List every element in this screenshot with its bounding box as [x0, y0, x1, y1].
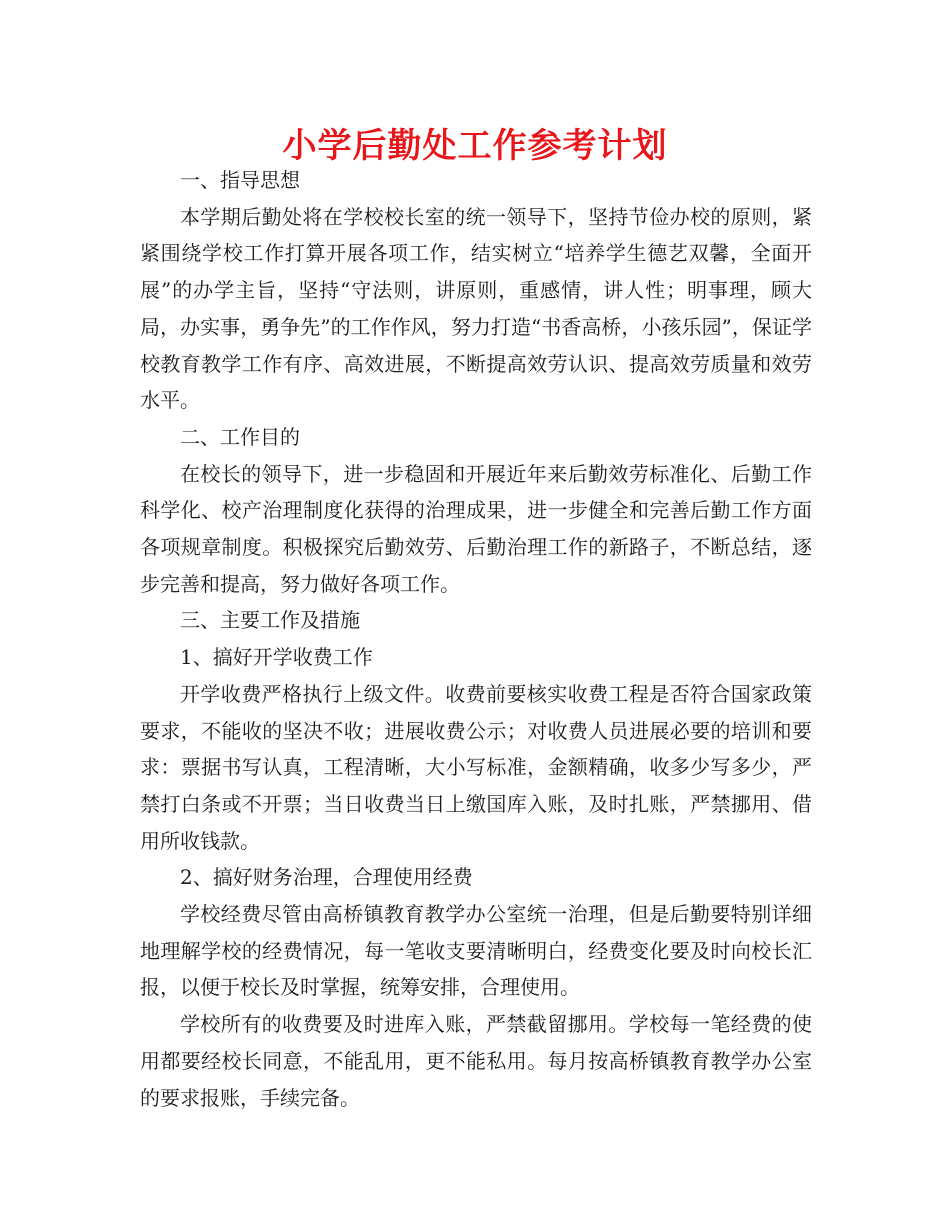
paragraph-finance-management-1: 学校经费尽管由高桥镇教育教学办公室统一治理，但是后勤要特别详细地理解学校的经费情况，每一笔收支要清晰明白，经费变化要及时向校长汇报，以便于校长及时掌握，统筹安排，合理使用。 [140, 902, 812, 1000]
paragraph-fee-collection: 开学收费严格执行上级文件。收费前要核实收费工程是否符合国家政策要求，不能收的坚决不收；进展收费公示；对收费人员进展必要的培训和要求：票据书写认真，工程清晰，大小写标准，金额精确，收多少写多少，严禁打白条或不开票；当日收费当日上缴国库入账，及时扎账，严禁挪用、借用所收钱款。 [140, 681, 812, 853]
paragraph-work-goals: 在校长的领导下，进一步稳固和开展近年来后勤效劳标准化、后勤工作科学化、校产治理制度化获得的治理成果，进一步健全和完善后勤工作方面各项规章制度。积极探究后勤效劳、后勤治理工作的新路子，不断总结，逐步完善和提高，努力做好各项工作。 [140, 461, 812, 596]
section-heading-main-work: 三、主要工作及措施 [180, 608, 360, 633]
subheading-fee-collection: 1、搞好开学收费工作 [180, 645, 373, 670]
document-title: 小学后勤处工作参考计划 [282, 126, 668, 166]
document-body [140, 162, 812, 1116]
paragraph-finance-management-2: 学校所有的收费要及时进库入账，严禁截留挪用。学校每一笔经费的使用都要经校长同意，不能乱用，更不能私用。每月按高桥镇教育教学办公室的要求报账，手续完备。 [140, 1012, 812, 1110]
paragraph-guiding-ideology: 本学期后勤处将在学校校长室的统一领导下，坚持节俭办校的原则，紧紧围绕学校工作打算开展各项工作，结实树立“培养学生德艺双馨，全面开展”的办学主旨，坚持“守法则，讲原则，重感情，讲人性；明事理，顾大局，办实事，勇争先”的工作作风，努力打造“书香高桥，小孩乐园”，保证学校教育教学工作有序、高效进展，不断提高效劳认识、提高效劳质量和效劳水平。 [140, 204, 812, 413]
section-heading-guiding-ideology: 一、指导思想 [180, 168, 300, 192]
subheading-finance-management: 2、搞好财务治理，合理使用经费 [180, 865, 473, 890]
section-heading-work-goals: 二、工作目的 [180, 424, 300, 449]
